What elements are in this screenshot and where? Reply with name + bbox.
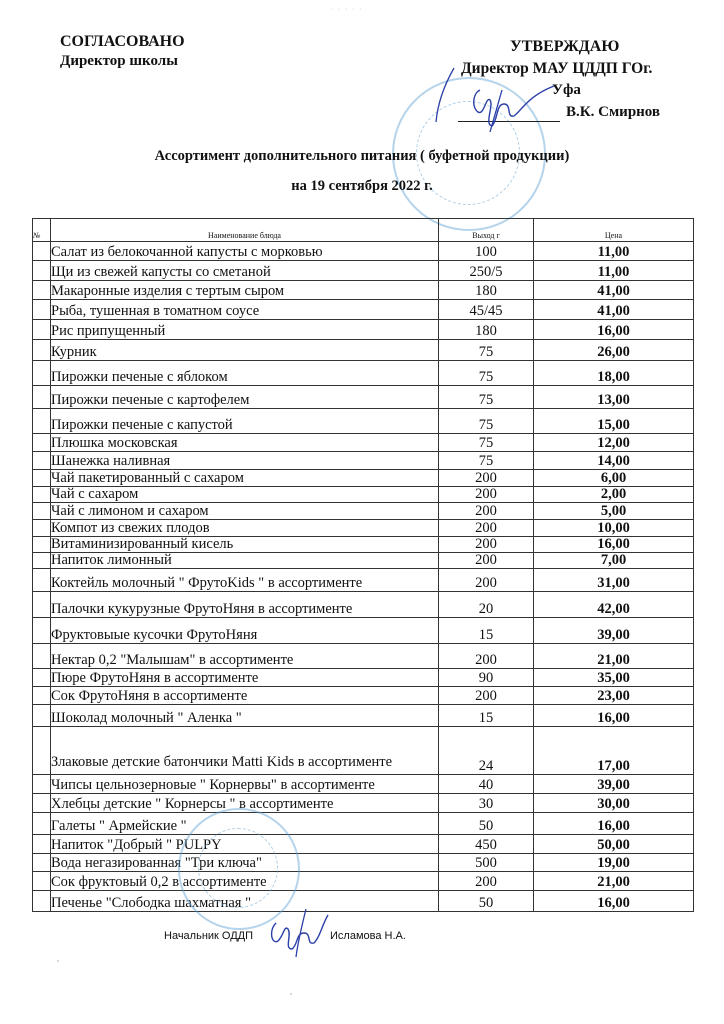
dish-name: Рыба, тушенная в томатном соусе [51, 300, 439, 320]
dish-name: Пирожки печеные с яблоком [51, 361, 439, 386]
table-row [33, 470, 694, 487]
dish-output: 200 [439, 537, 534, 553]
row-number-cell [33, 891, 51, 912]
dish-name: Хлебцы детские " Корнерсы " в ассортименте [51, 794, 439, 813]
dish-output: 50 [439, 891, 534, 912]
row-number-cell [33, 281, 51, 300]
row-number-cell [33, 813, 51, 835]
dish-price: 11,00 [534, 261, 694, 281]
dish-price: 39,00 [534, 618, 694, 644]
dish-name: Рис припущенный [51, 320, 439, 340]
dish-price: 42,00 [534, 592, 694, 618]
dish-price: 14,00 [534, 452, 694, 470]
table-row [33, 669, 694, 687]
row-number-cell [33, 835, 51, 854]
dish-price: 12,00 [534, 434, 694, 452]
row-number-cell [33, 705, 51, 727]
dish-name: Нектар 0,2 "Малышам" в ассортименте [51, 644, 439, 669]
faint-header-mark: · · · · · [330, 4, 363, 14]
row-number-cell [33, 520, 51, 537]
row-number-cell [33, 434, 51, 452]
dish-name: Шанежка наливная [51, 452, 439, 470]
header-price: Цена [534, 219, 694, 242]
table-row [33, 320, 694, 340]
row-number-cell [33, 340, 51, 361]
table-row [33, 281, 694, 300]
assortment-table [32, 218, 694, 912]
dish-price: 19,00 [534, 854, 694, 872]
dish-price: 26,00 [534, 340, 694, 361]
approval-left-heading: СОГЛАСОВАНО [60, 33, 185, 50]
table-row [33, 386, 694, 409]
row-number-cell [33, 300, 51, 320]
row-number-cell [33, 409, 51, 434]
dish-output: 200 [439, 569, 534, 592]
table-row [33, 592, 694, 618]
dish-price: 31,00 [534, 569, 694, 592]
dish-output: 40 [439, 775, 534, 794]
table-row [33, 537, 694, 553]
scan-speck [57, 960, 59, 962]
dish-output: 75 [439, 340, 534, 361]
dish-name: Пюре ФрутоНяня в ассортименте [51, 669, 439, 687]
row-number-cell [33, 669, 51, 687]
dish-name: Шоколад молочный " Аленка " [51, 705, 439, 727]
dish-name: Напиток лимонный [51, 553, 439, 569]
table-row [33, 794, 694, 813]
row-number-cell [33, 644, 51, 669]
table-row [33, 835, 694, 854]
dish-name: Напиток "Добрый " PULPY [51, 835, 439, 854]
table-row [33, 854, 694, 872]
dish-name: Чипсы цельнозерновые " Корнервы" в ассортименте [51, 775, 439, 794]
approval-right-heading: УТВЕРЖДАЮ [510, 38, 620, 55]
dish-price: 7,00 [534, 553, 694, 569]
dish-name: Салат из белокочанной капусты с морковью [51, 242, 439, 261]
dish-price: 16,00 [534, 320, 694, 340]
dish-output: 45/45 [439, 300, 534, 320]
dish-price: 50,00 [534, 835, 694, 854]
header-dish-name: Наименование блюда [51, 219, 439, 242]
dish-name: Компот из свежих плодов [51, 520, 439, 537]
dish-output: 24 [439, 727, 534, 775]
table-row [33, 705, 694, 727]
row-number-cell [33, 854, 51, 872]
dish-price: 21,00 [534, 872, 694, 891]
dish-price: 16,00 [534, 891, 694, 912]
row-number-cell [33, 537, 51, 553]
table-row [33, 775, 694, 794]
row-number-cell [33, 569, 51, 592]
dish-name: Щи из свежей капусты со сметаной [51, 261, 439, 281]
dish-name: Пирожки печеные с капустой [51, 409, 439, 434]
dish-output: 15 [439, 618, 534, 644]
table-row [33, 644, 694, 669]
table-row [33, 434, 694, 452]
row-number-cell [33, 872, 51, 891]
row-number-cell [33, 361, 51, 386]
dish-output: 75 [439, 361, 534, 386]
dish-output: 90 [439, 669, 534, 687]
table-row [33, 727, 694, 775]
dish-output: 200 [439, 644, 534, 669]
dish-name: Сок ФрутоНяня в ассортименте [51, 687, 439, 705]
table-row [33, 891, 694, 912]
header-number: № [33, 219, 51, 242]
footer-role: Начальник ОДДП [164, 930, 254, 942]
dish-output: 200 [439, 487, 534, 503]
dish-price: 13,00 [534, 386, 694, 409]
table-row [33, 687, 694, 705]
head-signature-icon [262, 905, 332, 960]
dish-price: 2,00 [534, 487, 694, 503]
dish-output: 200 [439, 503, 534, 520]
dish-price: 35,00 [534, 669, 694, 687]
dish-output: 200 [439, 553, 534, 569]
footer-name: Исламова Н.А. [330, 930, 406, 942]
dish-price: 15,00 [534, 409, 694, 434]
table-row [33, 340, 694, 361]
dish-price: 18,00 [534, 361, 694, 386]
dish-output: 75 [439, 409, 534, 434]
dish-name: Макаронные изделия с тертым сыром [51, 281, 439, 300]
dish-name: Злаковые детские батончики Matti Kids в ассортименте [51, 727, 439, 775]
row-number-cell [33, 452, 51, 470]
row-number-cell [33, 794, 51, 813]
table-row [33, 300, 694, 320]
dish-output: 30 [439, 794, 534, 813]
dish-price: 16,00 [534, 813, 694, 835]
row-number-cell [33, 261, 51, 281]
dish-name: Печенье "Слободка шахматная " [51, 891, 439, 912]
dish-output: 450 [439, 835, 534, 854]
table-row [33, 872, 694, 891]
dish-name: Чай пакетированный с сахаром [51, 470, 439, 487]
row-number-cell [33, 503, 51, 520]
dish-name: Коктейль молочный " ФрутоKids " в ассортименте [51, 569, 439, 592]
dish-output: 15 [439, 705, 534, 727]
row-number-cell [33, 592, 51, 618]
dish-name: Плюшка московская [51, 434, 439, 452]
row-number-cell [33, 386, 51, 409]
dish-name: Вода негазированная "Три ключа" [51, 854, 439, 872]
dish-output: 75 [439, 452, 534, 470]
dish-output: 250/5 [439, 261, 534, 281]
dish-name: Витаминизированный кисель [51, 537, 439, 553]
dish-name: Сок фруктовый 0,2 в ассортименте [51, 872, 439, 891]
dish-price: 6,00 [534, 470, 694, 487]
table-row [33, 242, 694, 261]
dish-output: 200 [439, 872, 534, 891]
document-title: Ассортимент дополнительного питания ( буфетной продукции) [154, 148, 570, 164]
dish-output: 200 [439, 687, 534, 705]
dish-output: 200 [439, 470, 534, 487]
dish-output: 75 [439, 386, 534, 409]
row-number-cell [33, 242, 51, 261]
dish-output: 50 [439, 813, 534, 835]
approval-right-role-line1: Директор МАУ ЦДДП ГОг. [461, 60, 653, 77]
header-output: Выход г [439, 219, 534, 242]
approval-left-role: Директор школы [60, 53, 178, 69]
table-row [33, 569, 694, 592]
approval-right-role-line2: Уфа [552, 82, 581, 98]
table-row [33, 452, 694, 470]
table-row [33, 261, 694, 281]
table-row [33, 553, 694, 569]
dish-price: 16,00 [534, 537, 694, 553]
dish-output: 500 [439, 854, 534, 872]
dish-name: Курник [51, 340, 439, 361]
dish-price: 5,00 [534, 503, 694, 520]
dish-output: 200 [439, 520, 534, 537]
row-number-cell [33, 553, 51, 569]
dish-output: 20 [439, 592, 534, 618]
row-number-cell [33, 687, 51, 705]
table-header-row [33, 219, 694, 242]
approval-right-name: В.К. Смирнов [566, 104, 661, 120]
dish-output: 100 [439, 242, 534, 261]
table-row [33, 503, 694, 520]
dish-name: Фруктовыые кусочки ФрутоНяня [51, 618, 439, 644]
dish-name: Пирожки печеные с картофелем [51, 386, 439, 409]
dish-name: Галеты " Армейские " [51, 813, 439, 835]
dish-price: 16,00 [534, 705, 694, 727]
row-number-cell [33, 487, 51, 503]
table-row [33, 409, 694, 434]
row-number-cell [33, 618, 51, 644]
dish-price: 10,00 [534, 520, 694, 537]
dish-price: 21,00 [534, 644, 694, 669]
table-row [33, 618, 694, 644]
scan-speck [290, 993, 292, 995]
dish-price: 30,00 [534, 794, 694, 813]
row-number-cell [33, 470, 51, 487]
dish-price: 23,00 [534, 687, 694, 705]
table-row [33, 520, 694, 537]
dish-price: 17,00 [534, 727, 694, 775]
dish-name: Чай с сахаром [51, 487, 439, 503]
row-number-cell [33, 727, 51, 775]
table-row [33, 813, 694, 835]
table-row [33, 487, 694, 503]
dish-name: Чай с лимоном и сахаром [51, 503, 439, 520]
row-number-cell [33, 320, 51, 340]
document-date: на 19 сентября 2022 г. [291, 178, 433, 194]
table-row [33, 361, 694, 386]
director-signature-icon [432, 60, 562, 135]
dish-output: 180 [439, 320, 534, 340]
dish-price: 11,00 [534, 242, 694, 261]
dish-price: 41,00 [534, 281, 694, 300]
dish-output: 75 [439, 434, 534, 452]
dish-price: 41,00 [534, 300, 694, 320]
dish-price: 39,00 [534, 775, 694, 794]
dish-output: 180 [439, 281, 534, 300]
row-number-cell [33, 775, 51, 794]
dish-name: Палочки кукурузные ФрутоНяня в ассортименте [51, 592, 439, 618]
